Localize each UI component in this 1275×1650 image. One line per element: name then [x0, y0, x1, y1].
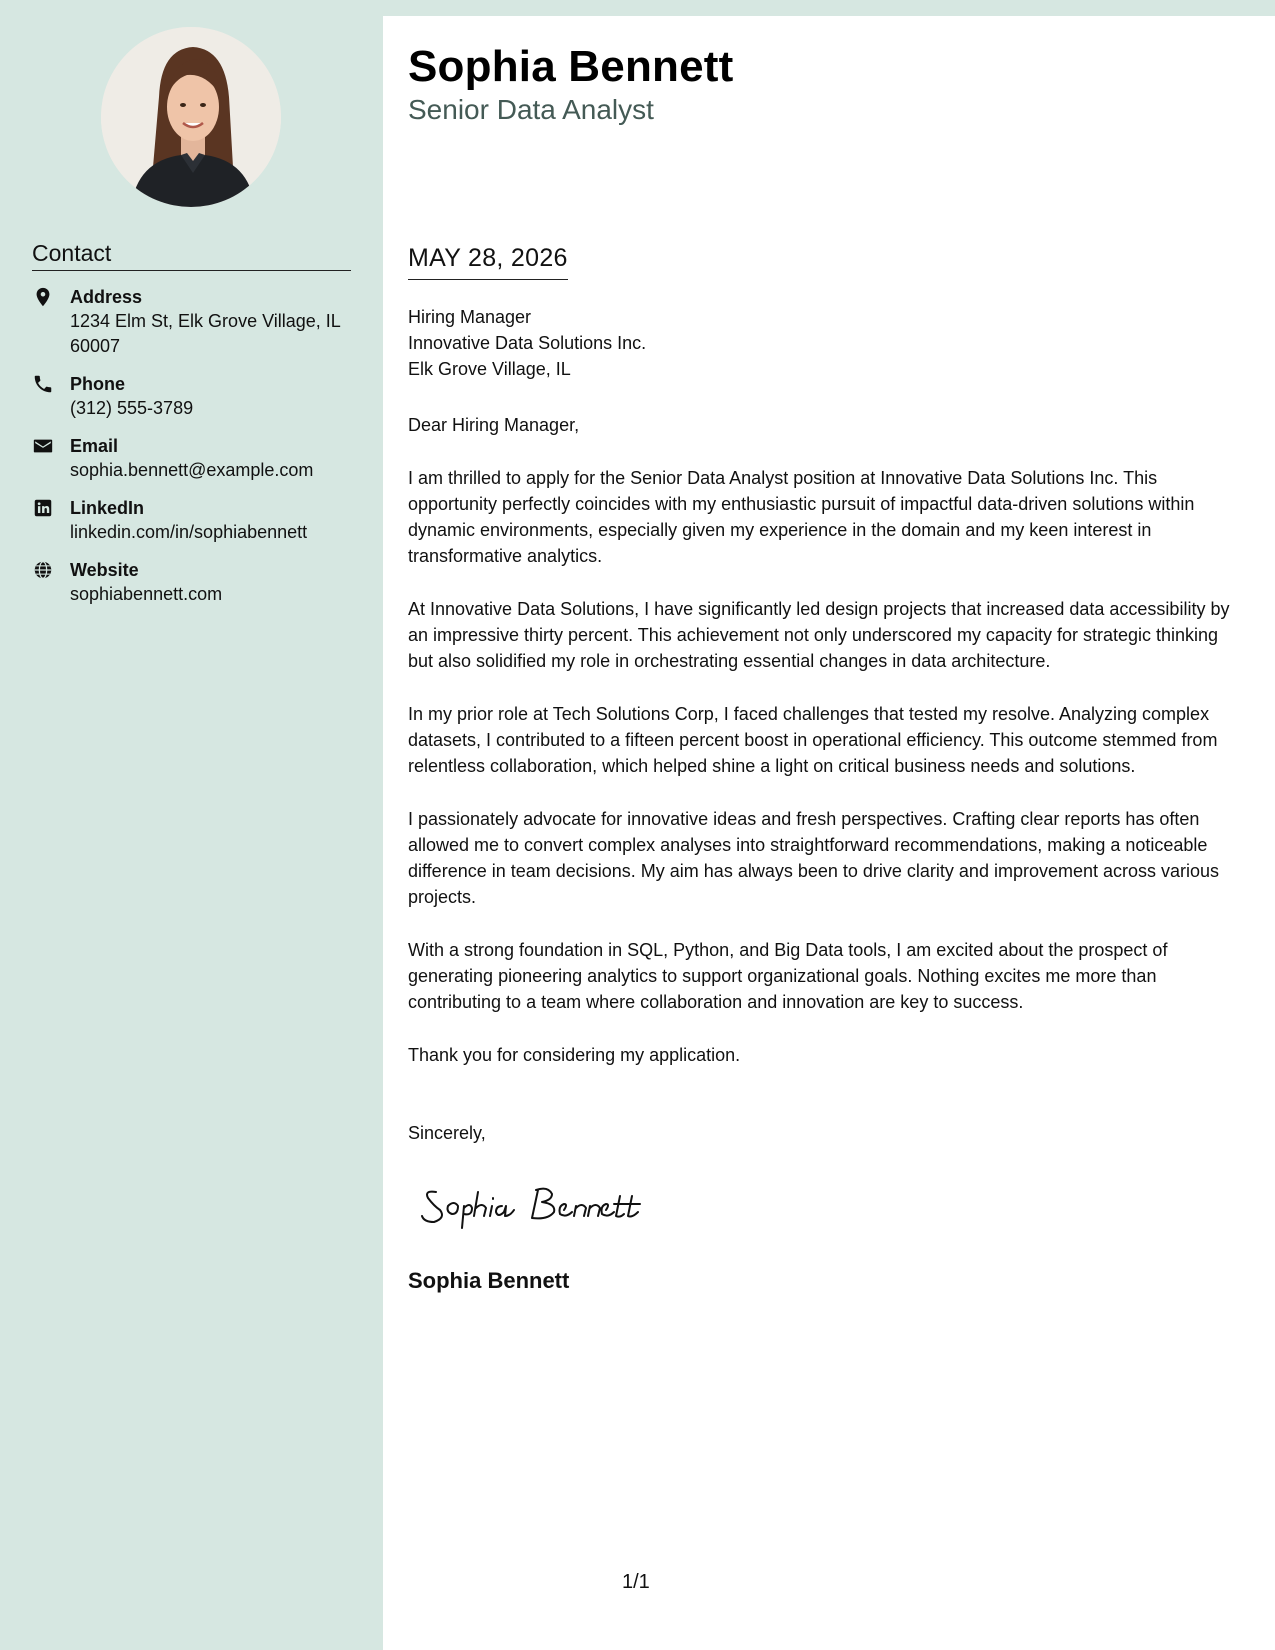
thank-you-line: Thank you for considering my application.: [408, 1045, 741, 1065]
contact-label: Phone: [70, 374, 126, 394]
contact-value[interactable]: linkedin.com/in/sophiabennett: [70, 522, 308, 542]
profile-photo: [101, 27, 281, 207]
linkedin-icon: [32, 497, 54, 519]
greeting: Dear Hiring Manager,: [408, 415, 580, 435]
recipient-block: [408, 304, 646, 382]
location-pin-icon: [32, 286, 54, 308]
letter-page: [383, 16, 1275, 1650]
contact-value[interactable]: sophiabennett.com: [70, 584, 223, 604]
contact-linkedin: [32, 496, 362, 545]
letter-body: [408, 412, 1248, 1095]
body-paragraph: In my prior role at Tech Solutions Corp, I faced challenges that tested my resolve. Analyzing complex datasets, I contributed to a fifteen percent boost in operational efficiency. This outcome stemmed from relentless collaboration, which helped shine a light on critical business needs and solutions.: [408, 704, 1218, 776]
body-paragraph: I am thrilled to apply for the Senior Data Analyst position at Innovative Data Solutions Inc. This opportunity perfectly coincides with my enthusiastic pursuit of impactful data-driven solutions within dynamic environments, especially given my experience in the domain and my keen interest in transformative analytics.: [408, 468, 1195, 566]
globe-icon: [32, 559, 54, 581]
contact-value: 1234 Elm St, Elk Grove Village, IL 60007: [70, 311, 341, 356]
body-paragraph: I passionately advocate for innovative ideas and fresh perspectives. Crafting clear reports has often allowed me to convert complex analyses into straightforward recommendations, making a noticeable difference in team decisions. My aim has always been to drive clarity and improvement across various projects.: [408, 809, 1220, 907]
body-paragraph: At Innovative Data Solutions, I have significantly led design projects that increased data accessibility by an impressive thirty percent. This achievement not only underscored my capacity for strategic thinking but also solidified my role in orchestrating essential changes in data architecture.: [408, 599, 1230, 671]
contact-email: [32, 434, 362, 483]
phone-icon: [32, 373, 54, 395]
contact-phone: [32, 372, 362, 421]
contact-value[interactable]: (312) 555-3789: [70, 398, 194, 418]
contact-heading: Contact: [32, 240, 351, 271]
email-icon: [32, 435, 54, 457]
contact-list: [32, 285, 362, 620]
body-paragraph: With a strong foundation in SQL, Python, and Big Data tools, I am excited about the prospect of generating pioneering analytics to support organizational goals. Nothing excites me more than contributing to a team where collaboration and innovation are key to success.: [408, 940, 1168, 1012]
contact-label: Email: [70, 436, 119, 456]
job-title: Senior Data Analyst: [408, 94, 654, 125]
handwritten-signature: [418, 1176, 658, 1241]
contact-website: [32, 558, 362, 607]
signer-name: Sophia Bennett: [408, 1268, 570, 1293]
applicant-name: Sophia Bennett: [408, 42, 734, 91]
letter-date: MAY 28, 2026: [408, 244, 568, 280]
closing: Sincerely,: [408, 1123, 486, 1143]
page-number: 1/1: [622, 1571, 650, 1593]
recipient-line: Hiring Manager: [408, 307, 532, 327]
contact-label: LinkedIn: [70, 498, 145, 518]
recipient-line: Elk Grove Village, IL: [408, 359, 571, 379]
contact-address: [32, 285, 362, 359]
sidebar: [0, 0, 383, 1650]
recipient-line: Innovative Data Solutions Inc.: [408, 333, 647, 353]
contact-label: Website: [70, 560, 139, 580]
contact-label: Address: [70, 287, 143, 307]
contact-value[interactable]: sophia.bennett@example.com: [70, 460, 314, 480]
